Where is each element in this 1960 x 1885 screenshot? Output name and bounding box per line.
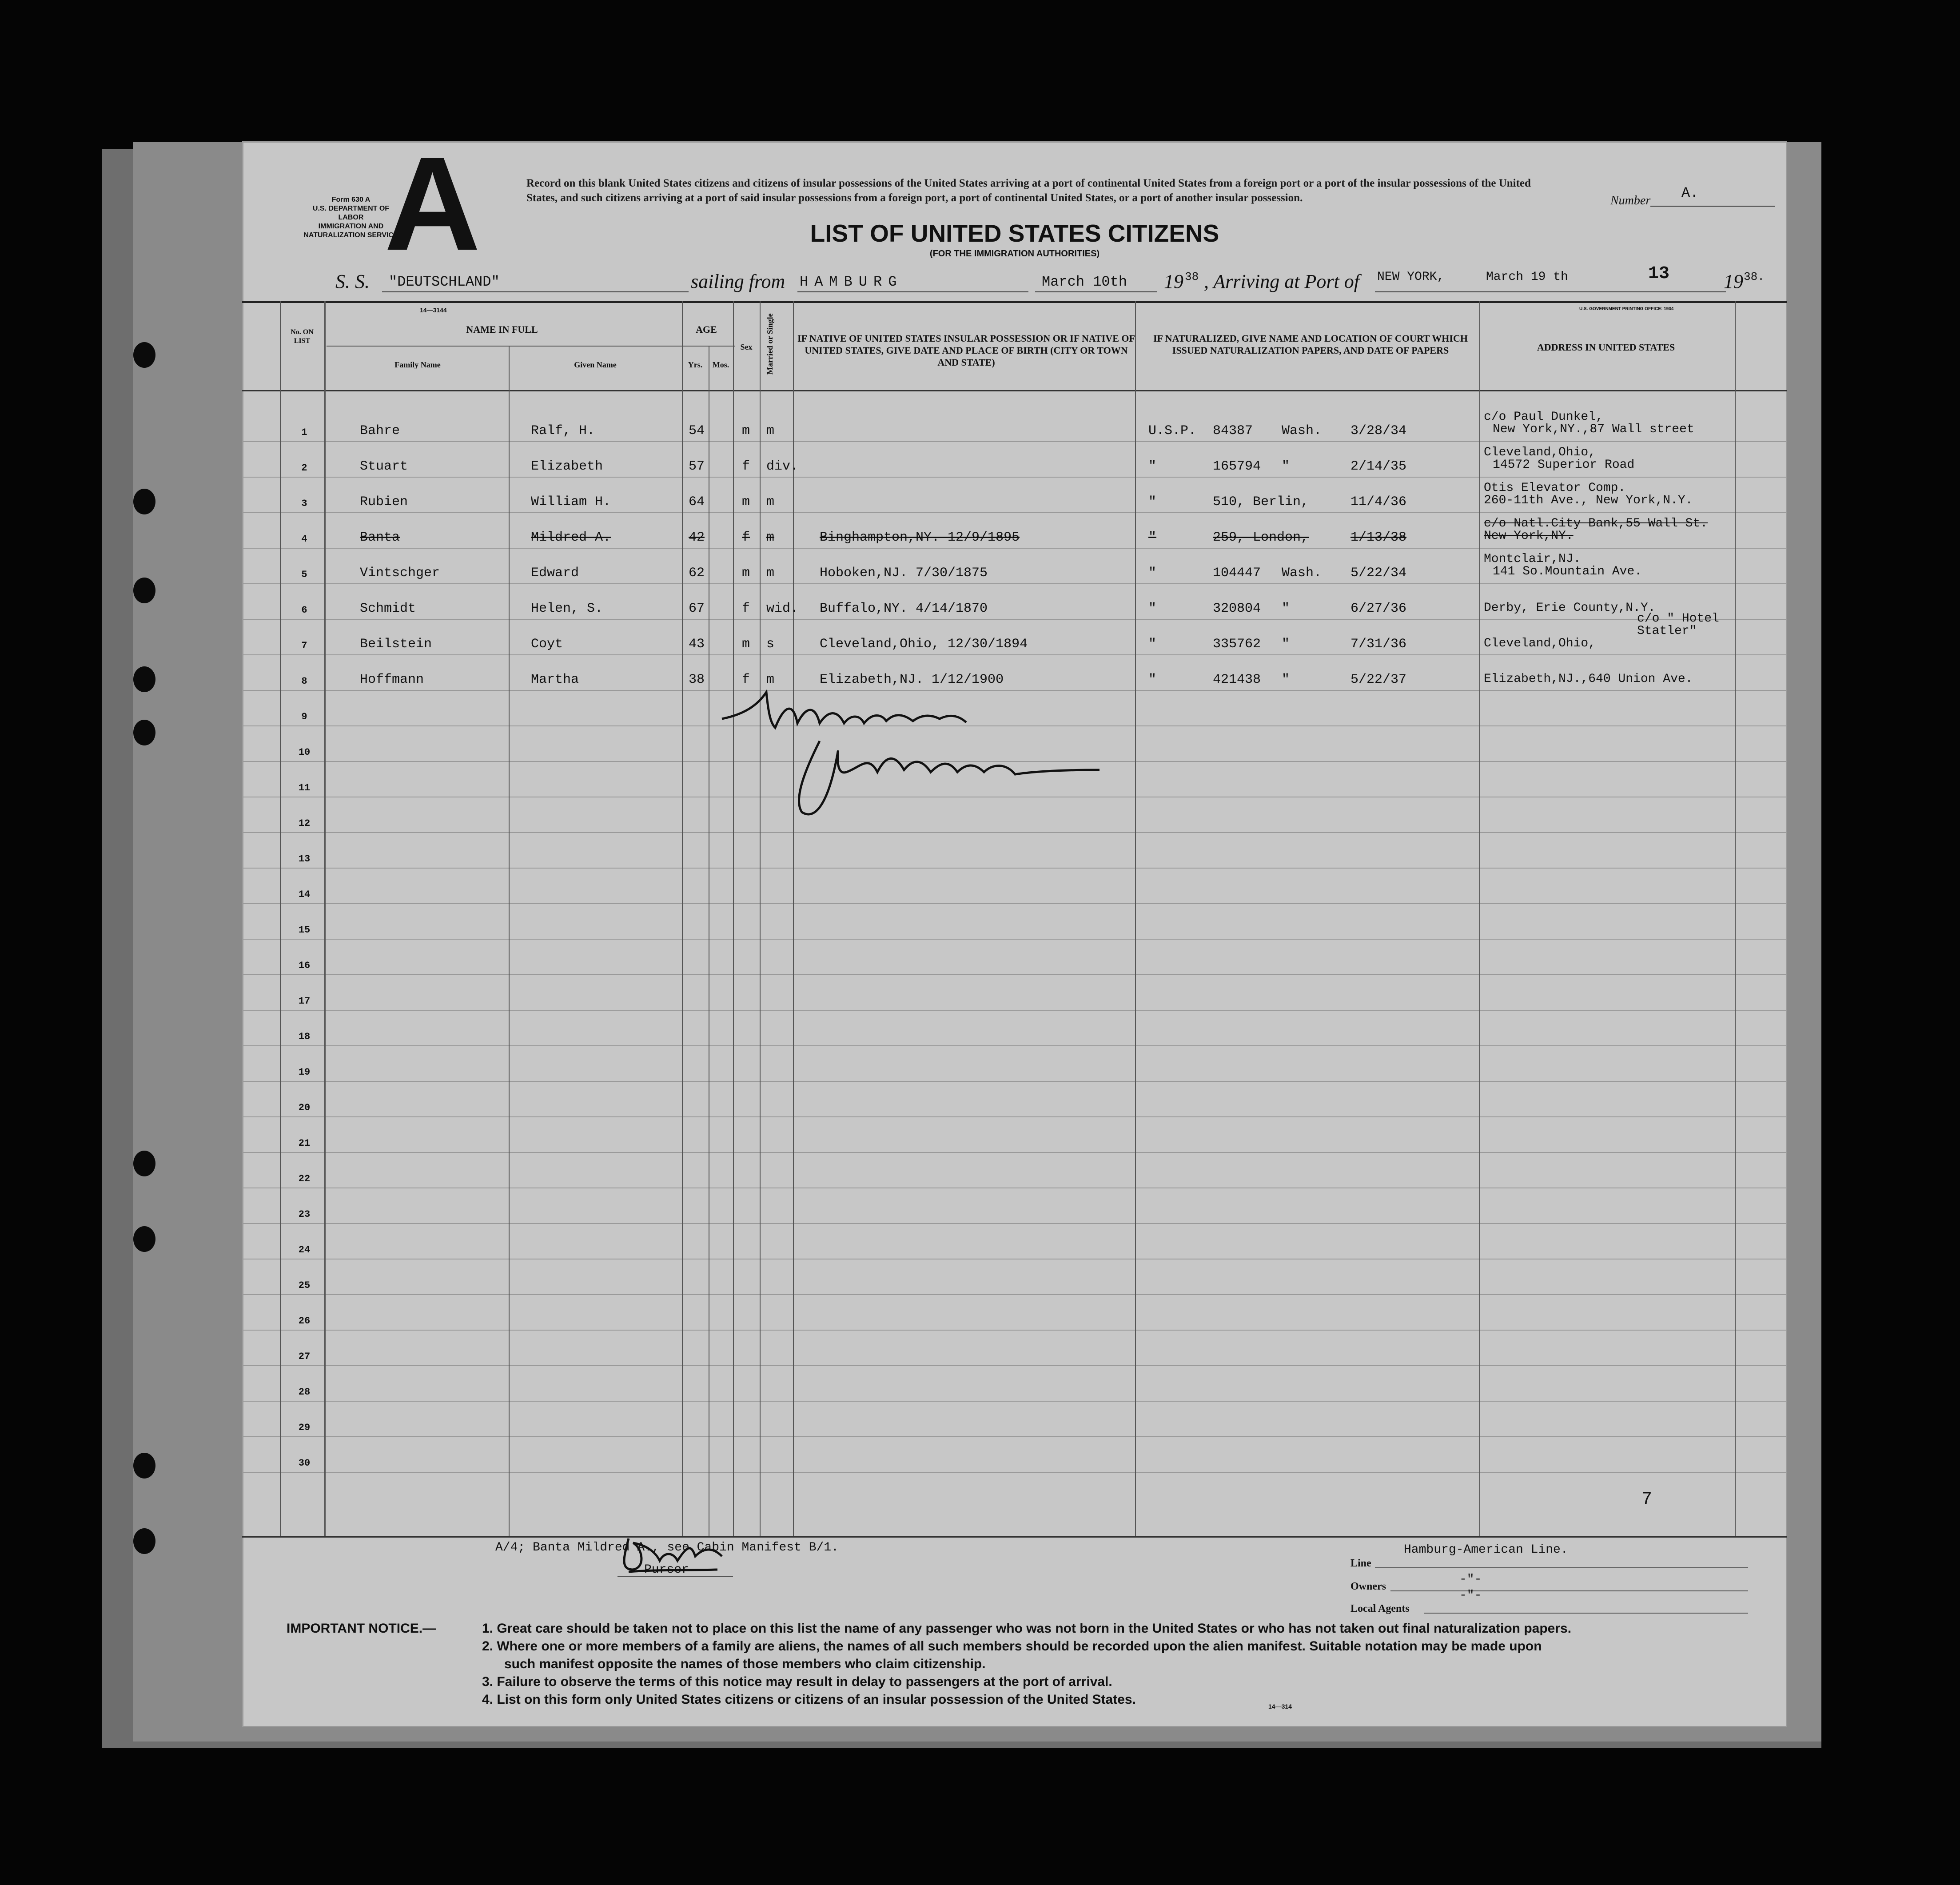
owners-value: -"- <box>1459 1573 1482 1586</box>
address-line: 141 So.Mountain Ave. <box>1493 565 1642 578</box>
address-line: 260-11th Ave., New York,N.Y. <box>1484 494 1693 507</box>
sex: f <box>742 530 750 545</box>
marital-status: div. <box>766 459 799 474</box>
print-code-bottom: 14—314 <box>1268 1703 1292 1710</box>
punch-hole <box>133 720 155 745</box>
punch-hole <box>133 578 155 603</box>
margin-mark: 7 <box>1641 1490 1653 1510</box>
family-name: Stuart <box>360 459 408 474</box>
sex: m <box>742 423 750 438</box>
age-years: 43 <box>689 637 705 652</box>
form-identifier: Form 630 A U.S. DEPARTMENT OF LABOR IMMIGRATION AND NATURALIZATION SERVICE <box>303 196 398 239</box>
family-name: Banta <box>360 530 400 545</box>
court-prefix: " <box>1148 672 1157 687</box>
age-years: 67 <box>689 601 705 616</box>
sex: m <box>742 566 750 581</box>
court-location: " <box>1282 637 1290 652</box>
header-bottom-rule <box>242 390 1787 391</box>
given-name: Edward <box>531 566 579 581</box>
court-location: " <box>1282 459 1290 474</box>
age-years: 57 <box>689 459 705 474</box>
row-number: 19 <box>298 1067 311 1078</box>
address-line: 14572 Superior Road <box>1493 458 1635 472</box>
row-rule <box>242 1045 1787 1046</box>
naturalization-date: 5/22/34 <box>1350 566 1407 581</box>
row-rule <box>242 1436 1787 1437</box>
given-name: Coyt <box>531 637 563 652</box>
row-number: 15 <box>298 925 311 936</box>
court-location: " <box>1282 672 1290 687</box>
form-letter: A <box>384 129 481 278</box>
age-years: 64 <box>689 494 705 510</box>
address-line: Cleveland,Ohio, <box>1484 446 1596 459</box>
address-line: Elizabeth,NJ.,640 Union Ave. <box>1484 672 1693 686</box>
col-given-name: Given Name <box>574 360 617 369</box>
sex: f <box>742 672 750 687</box>
family-name: Rubien <box>360 494 408 510</box>
row-number: 6 <box>301 605 307 616</box>
notice-item: 3. Failure to observe the terms of this notice may result in delay to passengers at the port of arrival. <box>482 1674 1112 1689</box>
row-rule <box>242 654 1787 655</box>
row-rule <box>242 1330 1787 1331</box>
date-to: March 19 th <box>1486 270 1568 284</box>
naturalization-date: 6/27/36 <box>1350 601 1407 616</box>
col-mos: Mos. <box>712 360 729 369</box>
notice-item: 2. Where one or more members of a family are aliens, the names of all such members should be recorded upon the alien manifest. Suitable notation may be made upon <box>482 1639 1542 1654</box>
row-number: 12 <box>298 818 311 829</box>
local-agents-value: -"- <box>1459 1589 1482 1602</box>
given-name: Elizabeth <box>531 459 603 474</box>
court-prefix: " <box>1148 530 1157 545</box>
age-years: 38 <box>689 672 705 687</box>
ss-label: S. S. <box>335 271 370 292</box>
punch-hole <box>133 1528 155 1554</box>
row-rule <box>242 1365 1787 1366</box>
row-number: 25 <box>298 1280 311 1291</box>
address-line: Otis Elevator Comp. <box>1484 481 1626 495</box>
year-prefix-1: 19 <box>1164 271 1183 292</box>
birth-place-date: Cleveland,Ohio, 12/30/1894 <box>820 637 1028 652</box>
marital-status: m <box>766 423 775 438</box>
col-naturalized: IF NATURALIZED, GIVE NAME AND LOCATION OF COURT WHICH ISSUED NATURALIZATION PAPERS, AND DATE OF PAPERS <box>1153 333 1468 356</box>
number-underline <box>1650 206 1775 207</box>
address-line: New York,NY.,87 Wall street <box>1493 422 1694 436</box>
row-number: 7 <box>301 640 307 651</box>
family-name: Beilstein <box>360 637 432 652</box>
form-instruction: Record on this blank United States citizens and citizens of insular possessions of the United States arriving at a port of continental United States from a foreign port or a port of the insular possessions of the United States, and such citizens arriving at a port of said insular possessions from a foreign port, a port of continental United States, or a port of another insular possession. <box>526 177 1531 204</box>
family-name: Vintschger <box>360 566 440 581</box>
court-prefix: " <box>1148 459 1157 474</box>
certificate-number: 165794 <box>1213 459 1261 474</box>
row-number: 22 <box>298 1173 311 1184</box>
table-bottom-rule <box>242 1536 1787 1538</box>
certificate-number: 335762 <box>1213 637 1261 652</box>
certificate-number: 510, Berlin, <box>1213 494 1309 510</box>
naturalization-date: 7/31/36 <box>1350 637 1407 652</box>
row-number: 5 <box>301 569 307 580</box>
row-number: 16 <box>298 960 311 971</box>
address-line: Cleveland,Ohio, <box>1484 637 1596 650</box>
given-name: Martha <box>531 672 579 687</box>
row-rule <box>242 1081 1787 1082</box>
row-number: 8 <box>301 676 307 687</box>
row-rule <box>242 512 1787 513</box>
notice-item: 1. Great care should be taken not to place on this list the name of any passenger who was not born in the United States or who has not taken out final naturalization papers. <box>482 1621 1572 1636</box>
certificate-number: 104447 <box>1213 566 1261 581</box>
marital-status: s <box>766 637 775 652</box>
age-years: 54 <box>689 423 705 438</box>
row-rule <box>242 1472 1787 1473</box>
address-line: c/o " Hotel <box>1637 612 1719 626</box>
court-location: Wash. <box>1282 423 1322 438</box>
print-code-right: U.S. GOVERNMENT PRINTING OFFICE: 1934 <box>1579 307 1674 311</box>
punch-hole <box>133 342 155 368</box>
row-rule <box>242 619 1787 620</box>
row-rule <box>242 974 1787 975</box>
purser-label: Purser <box>644 1563 689 1577</box>
row-rule <box>242 868 1787 869</box>
naturalization-date: 3/28/34 <box>1350 423 1407 438</box>
marital-status: wid. <box>766 601 799 616</box>
row-number: 27 <box>298 1351 311 1362</box>
given-name: William H. <box>531 494 611 510</box>
col-no-on-list: No. ON LIST <box>291 328 314 345</box>
line-value: Hamburg-American Line. <box>1404 1543 1568 1557</box>
court-location: " <box>1282 601 1290 616</box>
certificate-number: 421438 <box>1213 672 1261 687</box>
address-line: Statler" <box>1637 624 1697 638</box>
row-rule <box>242 1010 1787 1011</box>
date-from: March 10th <box>1042 274 1127 290</box>
row-rule <box>242 477 1787 478</box>
year-prefix-2: 19 <box>1724 271 1743 292</box>
notice-heading: IMPORTANT NOTICE.— <box>287 1621 436 1636</box>
col-name-in-full: NAME IN FULL <box>466 324 538 335</box>
row-number: 3 <box>301 498 307 509</box>
row-number: 4 <box>301 534 307 545</box>
naturalization-date: 5/22/37 <box>1350 672 1407 687</box>
date-to-alt: 13 <box>1648 264 1670 284</box>
row-number: 28 <box>298 1387 311 1398</box>
row-rule <box>242 583 1787 584</box>
sex: f <box>742 601 750 616</box>
row-number: 23 <box>298 1209 311 1220</box>
row-number: 1 <box>301 427 307 438</box>
owners-label: Owners <box>1350 1581 1386 1592</box>
row-rule <box>242 1223 1787 1224</box>
certificate-number: 259, London, <box>1213 530 1309 545</box>
year-1: 38 <box>1185 270 1199 283</box>
row-number: 11 <box>298 782 311 793</box>
given-name: Ralf, H. <box>531 423 595 438</box>
family-name: Hoffmann <box>360 672 424 687</box>
col-sex: Sex <box>740 343 753 351</box>
birth-place-date: Buffalo,NY. 4/14/1870 <box>820 601 988 616</box>
sex: m <box>742 494 750 510</box>
line-label: Line <box>1350 1558 1371 1569</box>
row-number: 9 <box>301 711 307 722</box>
sex: m <box>742 637 750 652</box>
row-rule <box>242 903 1787 904</box>
row-rule <box>242 1401 1787 1402</box>
address-line: c/o Paul Dunkel, <box>1484 410 1603 424</box>
row-rule <box>242 548 1787 549</box>
court-prefix: " <box>1148 601 1157 616</box>
family-name: Schmidt <box>360 601 416 616</box>
court-location: Wash. <box>1282 566 1322 581</box>
row-rule <box>242 1116 1787 1117</box>
ship-name: "DEUTSCHLAND" <box>389 274 500 290</box>
row-number: 2 <box>301 462 307 474</box>
row-number: 26 <box>298 1315 311 1327</box>
address-line: New York,NY. <box>1484 529 1574 543</box>
page-title: LIST OF UNITED STATES CITIZENS <box>810 219 1219 247</box>
col-family-name: Family Name <box>394 360 441 369</box>
court-prefix: U.S.P. <box>1148 423 1197 438</box>
given-name: Mildred A. <box>531 530 611 545</box>
birth-place-date: Elizabeth,NJ. 1/12/1900 <box>820 672 1004 687</box>
arriving-label: , Arriving at Port of <box>1204 271 1359 292</box>
punch-hole <box>133 666 155 692</box>
birth-place-date: Binghampton,NY. 12/9/1895 <box>820 530 1020 545</box>
row-number: 14 <box>298 889 311 900</box>
court-prefix: " <box>1148 637 1157 652</box>
row-rule <box>242 441 1787 442</box>
year-2: 38. <box>1744 270 1765 283</box>
col-yrs: Yrs. <box>688 360 703 369</box>
name-age-subrule <box>327 346 735 347</box>
number-label: Number <box>1610 194 1651 207</box>
marital-status: m <box>766 672 775 687</box>
header-rule <box>242 301 1787 303</box>
marital-status: m <box>766 566 775 581</box>
port-from: HAMBURG <box>800 274 903 290</box>
row-number: 13 <box>298 853 311 865</box>
sex: f <box>742 459 750 474</box>
row-number: 18 <box>298 1031 311 1042</box>
row-number: 10 <box>298 747 311 758</box>
court-prefix: " <box>1148 494 1157 510</box>
family-name: Bahre <box>360 423 400 438</box>
port-to: NEW YORK, <box>1377 270 1445 284</box>
row-number: 24 <box>298 1244 311 1255</box>
punch-hole <box>133 1151 155 1176</box>
age-years: 62 <box>689 566 705 581</box>
marital-status: m <box>766 530 775 545</box>
row-number: 17 <box>298 996 311 1007</box>
row-number: 21 <box>298 1138 311 1149</box>
notice-item-continued: such manifest opposite the names of those members who claim citizenship. <box>504 1657 986 1671</box>
certificate-number: 84387 <box>1213 423 1253 438</box>
row-rule <box>242 939 1787 940</box>
marital-status: m <box>766 494 775 510</box>
manifest-note: A/4; Banta Mildred A., see Cabin Manifest B/1. <box>495 1541 839 1554</box>
address-line: Montclair,NJ. <box>1484 552 1581 566</box>
naturalization-date: 1/13/38 <box>1350 530 1407 545</box>
col-age: AGE <box>696 324 717 335</box>
punch-hole <box>133 1453 155 1479</box>
page-subtitle: (FOR THE IMMIGRATION AUTHORITIES) <box>929 249 1100 259</box>
notice-item: 4. List on this form only United States citizens or citizens of an insular possession of the United States. <box>482 1692 1136 1707</box>
officer-signature <box>717 688 1117 834</box>
row-rule <box>242 1294 1787 1295</box>
local-agents-label: Local Agents <box>1350 1603 1410 1614</box>
punch-hole <box>133 489 155 514</box>
punch-hole <box>133 1226 155 1252</box>
naturalization-date: 2/14/35 <box>1350 459 1407 474</box>
sailing-label: sailing from <box>691 271 785 292</box>
col-birth: IF NATIVE OF UNITED STATES INSULAR POSSESSION OR IF NATIVE OF UNITED STATES, GIVE DATE AND PLACE OF BIRTH (CITY OR TOWN AND STATE) <box>797 333 1135 368</box>
voyage-line <box>242 264 1787 297</box>
number-value: A. <box>1681 185 1699 201</box>
naturalization-date: 11/4/36 <box>1350 494 1407 510</box>
age-years: 42 <box>689 530 705 545</box>
row-number: 29 <box>298 1422 311 1433</box>
certificate-number: 320804 <box>1213 601 1261 616</box>
row-rule <box>242 1152 1787 1153</box>
given-name: Helen, S. <box>531 601 603 616</box>
col-address: ADDRESS IN UNITED STATES <box>1537 342 1675 353</box>
court-prefix: " <box>1148 566 1157 581</box>
citizens-list-form <box>242 129 1787 1727</box>
address-line: c/o Natl.City Bank,55 Wall St. <box>1484 517 1708 530</box>
col-married-or-single: Married or Single <box>765 313 774 375</box>
birth-place-date: Hoboken,NJ. 7/30/1875 <box>820 566 988 581</box>
address-line: Derby, Erie County,N.Y. <box>1484 601 1656 615</box>
print-code-top: 14—3144 <box>420 307 447 314</box>
row-number: 20 <box>298 1102 311 1113</box>
row-number: 30 <box>298 1458 311 1469</box>
